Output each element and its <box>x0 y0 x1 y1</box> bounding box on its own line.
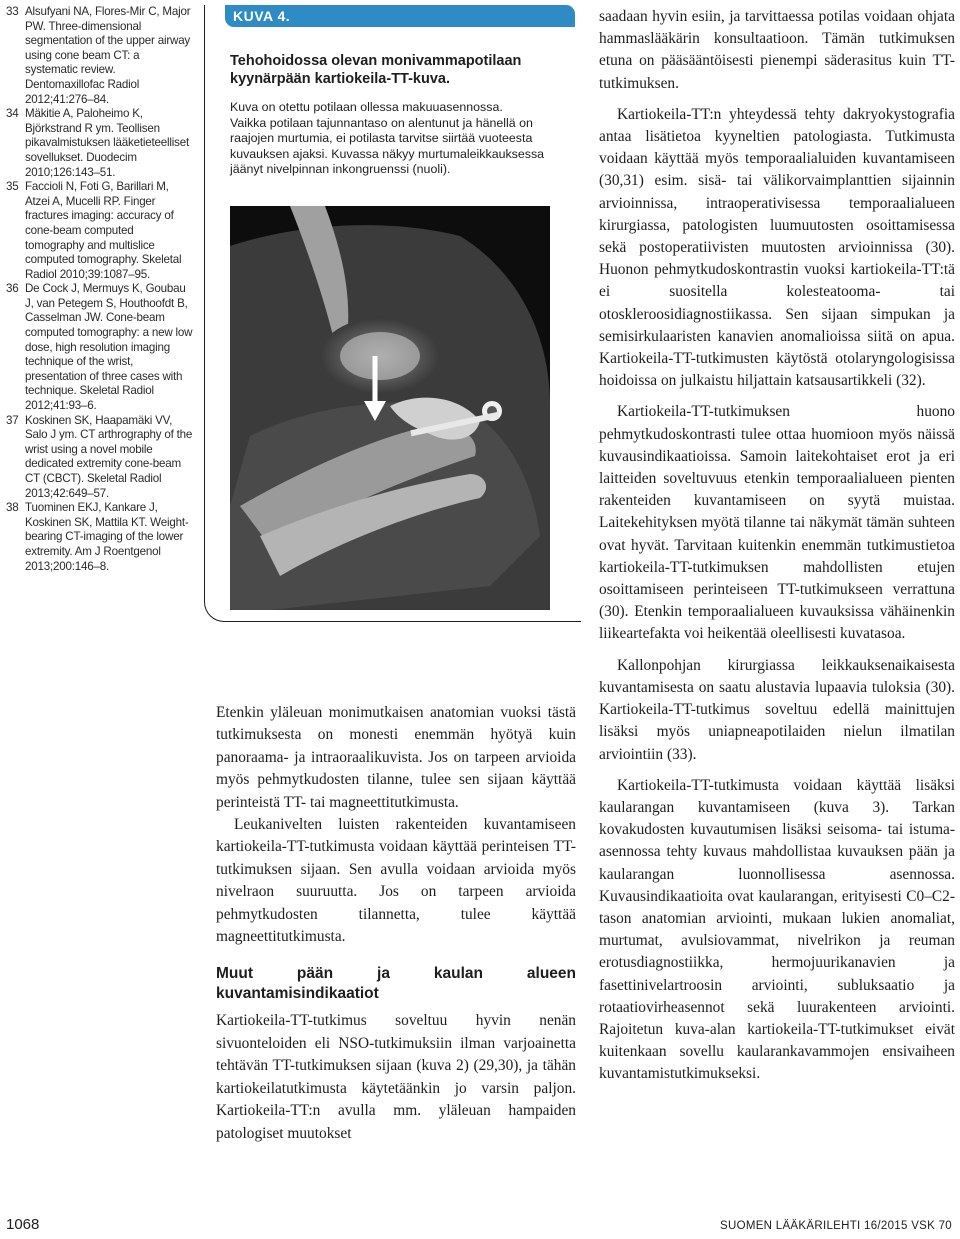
body-paragraph: Kartiokeila-TT-tutkimuksen huono pehmytkudoskontrasti tulee ottaa huomioon myös näissä kuvausindikaatioissa. Samoin laitekohtaiset erot ja eri laitteiden soveltuvuus etenkin temporaalialueen pienten rakenteiden kuvantamiseen on syytä muistaa. Laitekehityksen myötä tilanne tai näkymät tämän suhteen ovat hyvät. Tarvitaan kuitenkin enemmän tutkimustietoa kartiokeila-TT-tutkimuksen mahdollisten etujen osoittamiseen perinteiseen TT-tutkimukseen verrattuna (30). Etenkin temporaalialueen kuvauksissa vähäinenkin liikeartefakta voi heikentää oleellisesti kuvatasoa. <box>599 403 955 643</box>
body-paragraph: Kallonpohjan kirurgiassa leikkauksenaikaisesta kuvantamisesta on saatu alustavia lupaavia tuloksia (30). Kartiokeila-TT-tutkimus soveltuu edellä mainittujen lisäksi myös uniapneapotilaiden nielun ilmatilan arviointiin (33). <box>599 656 955 763</box>
reference-text: De Cock J, Mermuys K, Goubau J, van Petegem S, Houthoofdt B, Casselman JW. Cone-beam computed tomography: a new low dose, high resolution imaging technique of the wrist, presentation of three cases with technique. Skeletal Radiol 2012;41:93–6. <box>25 282 193 413</box>
ct-image <box>230 206 550 610</box>
figure-label: KUVA 4. <box>225 5 575 27</box>
reference-item <box>6 107 194 180</box>
reference-item <box>6 501 194 574</box>
section-heading: Muut pään ja kaulan alueen kuvantamisindikaatiot <box>216 965 576 1003</box>
references-list <box>6 5 194 574</box>
reference-text: Alsufyani NA, Flores-Mir C, Major PW. Three-dimensional segmentation of the upper airway using cone beam CT: a systematic review. Dentomaxillofac Radiol 2012;41:276–84. <box>25 5 191 106</box>
figure-caption <box>230 100 576 178</box>
body-paragraph: Leukanivelten luisten rakenteiden kuvantamiseen kartiokeila-TT-tutkimusta voidaan käyttää perinteisen TT-tutkimuksen sijaan. Sen avulla voidaan arvioida myös nivelraon suuruutta. Jos on tarpeen arvioida pehmytkudosten tilannetta, tulee käyttää magneettitutkimusta. <box>216 816 576 946</box>
body-column-middle <box>216 702 576 1145</box>
body-column-right <box>599 6 955 1095</box>
reference-number: 36 <box>6 282 19 296</box>
body-paragraph: Kartiokeila-TT-tutkimus soveltuu hyvin nenän sivuonteloiden eli NSO-tutkimuksiin ilman varjoainetta tehtävän TT-tutkimuksen sijaan (kuva 2) (29,30), ja tähän kartiokeilatutkimusta käytetäänkin jo varsin paljon. Kartiokeila-TT:n avulla mm. yläleuan hampaiden patologiset muutokset <box>216 1012 576 1142</box>
body-paragraph: Kartiokeila-TT:n yhteydessä tehty dakryokystografia antaa lisätietoa kyyneltien patologiasta. Tutkimusta voidaan käyttää myös temporaalialuiden kuvantamiseen (30,31) esim. sisä- tai välikorvaimplanttien sijainnin arvioinnissa, intraoperativisessa temporaalialueen kirurgiassa, patologisten luumuutosten osoittamisessa sekä postoperatiivisten muutosten arvioinnissa (30). Huonon pehmytkudoskontrastin vuoksi kartiokeila-TT:tä ei suositella kolesteatooma- tai otoskleroosidiagnostiikassa. Sen sijaan simpukan ja semisirkulaaristen kanavien anomalioissa siitä on apua. Kartiokeila-TT-tutkimusten käytöstä otolaryngologisissa hoidoissa on julkaistu hiljattain katsausartikkeli (32). <box>599 105 955 390</box>
journal-footer: SUOMEN LÄÄKÄRILEHTI 16/2015 VSK 70 <box>720 1220 952 1232</box>
body-paragraph: Kartiokeila-TT-tutkimusta voidaan käyttää lisäksi kaularangan kuvantamiseen (kuva 3). Tarkan kovakudosten kuvautumisen lisäksi seisoma- tai istuma-asennossa tehty kuvaus mahdollistaa kuvauksen pään ja kaularangan luonnollisessa asennossa. Kuvausindikaatioita ovat kaularangan, erityisesti C0–C2-tason anatomian arviointi, mukaan lukien anomaliat, murtumat, avulsiovammat, nivelrikon ja reuman erotusdiagnostiikka, hermojuurikanavien ja fasettinivelartroosin arviointi, subluksaatio ja rotaatiovirheasennot sekä luurakenteen arviointi. Rajoitetun kuva-alan kartiokeila-TT-tutkimukset eivät kuitenkaan sovellu kaularankavammojen ensivaiheen kuvantamistutkimukseksi. <box>599 776 955 1083</box>
reference-number: 37 <box>6 413 19 427</box>
reference-text: Koskinen SK, Haapamäki VV, Salo J ym. CT arthrography of the wrist using a novel mobile dedicated extremity cone-beam CT (CBCT). Skeletal Radiol 2013;42:649–57. <box>25 413 193 500</box>
body-paragraph: saadaan hyvin esiin, ja tarvittaessa potilas voidaan ohjata hammaslääkärin konsultaatioon. Tämän tutkimuksen etuna on pääsääntöisesti pienempi säderasitus kuin TT-tutkimuksen. <box>599 8 955 92</box>
reference-item <box>6 5 194 107</box>
body-paragraph: Etenkin yläleuan monimutkaisen anatomian vuoksi tästä tutkimuksesta on monesti enemmän hyötyä kuin panoraama- ja intraoraalikuvista. Jos on tarpeen arvioida myös pehmytkudosten tilanne, tulee sen sijaan käyttää perinteistä TT- tai magneettitutkimusta. <box>216 704 576 811</box>
reference-item <box>6 180 194 282</box>
reference-number: 35 <box>6 180 19 194</box>
figure-caption-line: Vaikka potilaan tajunnantaso on alentunut ja hänellä on raajojen murtumia, ei potilasta tarvitse siirtää vuoteesta kuvauksen ajaksi. Kuvassa näkyy murtumaleikkauksessa jäänyt nivelpinnan inkongruenssi (nuoli). <box>230 115 545 177</box>
page-number: 1068 <box>6 1216 40 1233</box>
reference-number: 34 <box>6 107 19 121</box>
reference-text: Tuominen EKJ, Kankare J, Koskinen SK, Mattila KT. Weight-bearing CT-imaging of the lower extremity. Am J Roentgenol 2013;200:146–8. <box>25 501 189 573</box>
ct-elbow-image <box>230 206 550 610</box>
figure-title: Tehohoidossa olevan monivammapotilaan kyynärpään kartiokeila-TT-kuva. <box>230 53 522 87</box>
figure-caption-line: Kuva on otettu potilaan ollessa makuuasennossa. <box>230 100 503 114</box>
reference-item <box>6 282 194 413</box>
reference-number: 38 <box>6 501 19 515</box>
reference-text: Faccioli N, Foti G, Barillari M, Atzei A, Mucelli RP. Finger fractures imaging: accuracy of cone-beam computed tomography and multislice computed tomography. Skeletal Radiol 2010;39:1087–95. <box>25 180 182 281</box>
reference-text: Mäkitie A, Paloheimo K, Björkstrand R ym. Teollisen pikavalmistuksen lääketieteelliset sovellukset. Duodecim 2010;126:143–51. <box>25 107 189 179</box>
reference-number: 33 <box>6 5 19 18</box>
reference-item <box>6 414 194 502</box>
